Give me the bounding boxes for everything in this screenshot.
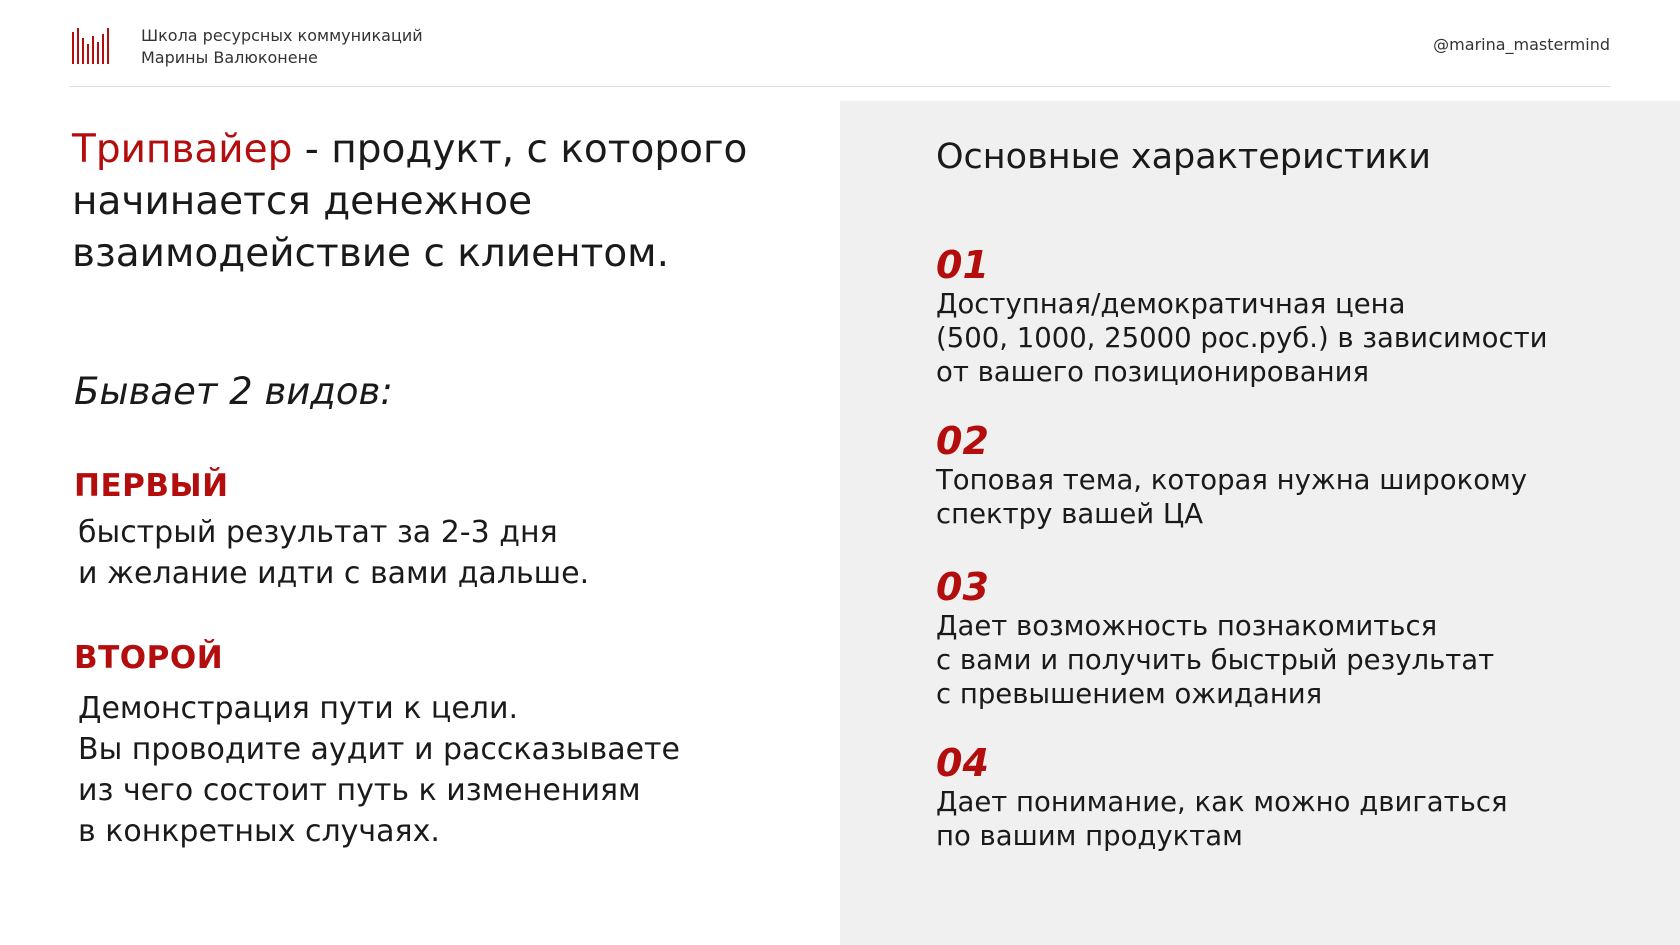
header [70, 22, 1610, 86]
school-name-line: Школа ресурсных коммуникаций [141, 26, 423, 45]
feature-text [936, 785, 1656, 853]
feature-item [936, 243, 1656, 389]
feature-number: 04 [936, 741, 989, 785]
text-line: быстрый результат за 2-3 дня [78, 515, 558, 550]
text-line: из чего состоит путь к изменениям [78, 773, 641, 808]
first-kind-text [78, 512, 818, 594]
text-line: (500, 1000, 25000 рос.руб.) в зависимости [936, 322, 1548, 354]
barcode-logo-icon [72, 28, 114, 64]
first-kind-title: ПЕРВЫЙ [74, 468, 229, 504]
kinds-heading: Бывает 2 видов: [74, 370, 393, 413]
text-line: с превышением ожидания [936, 678, 1323, 710]
left-column [72, 100, 832, 945]
characteristics-title: Основные характеристики [936, 137, 1432, 177]
text-line: Топовая тема, которая нужна широкому [936, 464, 1528, 496]
header-divider [70, 86, 1610, 87]
text-line: от вашего позиционирования [936, 356, 1370, 388]
intro-keyword: Трипвайер [72, 127, 293, 172]
feature-number: 03 [936, 565, 989, 609]
feature-text [936, 463, 1656, 531]
feature-item [936, 419, 1656, 531]
intro-text: - продукт, с которого начинается денежное взаимодействие с клиентом. [72, 127, 748, 276]
text-line: и желание идти с вами дальше. [78, 556, 590, 591]
text-line: в конкретных случаях. [78, 814, 440, 849]
text-line: по вашим продуктам [936, 820, 1243, 852]
feature-item [936, 565, 1656, 711]
second-kind-title: ВТОРОЙ [74, 640, 224, 676]
feature-number: 01 [936, 243, 989, 287]
text-line: Дает понимание, как можно двигаться [936, 786, 1508, 818]
feature-text [936, 609, 1656, 711]
second-kind-text [78, 688, 818, 852]
feature-text [936, 287, 1656, 389]
feature-item [936, 741, 1656, 853]
text-line: спектру вашей ЦА [936, 498, 1204, 530]
school-name [141, 25, 423, 69]
social-handle: @marina_mastermind [1433, 35, 1610, 54]
school-name-line: Марины Валюконене [141, 48, 318, 67]
feature-number: 02 [936, 419, 989, 463]
text-line: Вы проводите аудит и рассказываете [78, 732, 680, 767]
intro-paragraph [72, 124, 832, 280]
characteristics-panel [840, 101, 1680, 945]
text-line: Демонстрация пути к цели. [78, 691, 519, 726]
text-line: Доступная/демократичная цена [936, 288, 1406, 320]
text-line: с вами и получить быстрый результат [936, 644, 1495, 676]
text-line: Дает возможность познакомиться [936, 610, 1438, 642]
